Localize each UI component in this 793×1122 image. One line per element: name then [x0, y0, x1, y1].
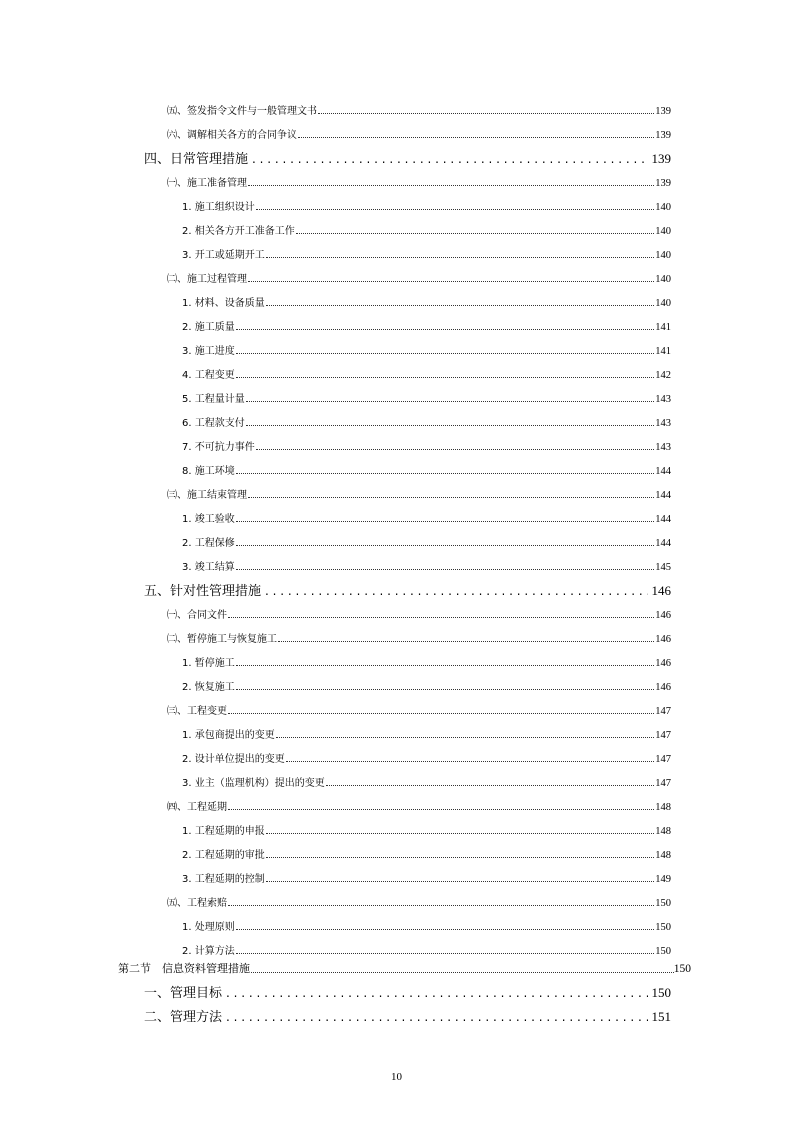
toc-entry-page: 146 — [655, 634, 671, 645]
toc-entry-title: 5. 工程量计量 — [182, 394, 245, 405]
toc-leader-dots — [236, 352, 655, 354]
toc-entry[interactable] — [182, 294, 671, 309]
toc-entry-title: 3. 业主（监理机构）提出的变更 — [182, 778, 325, 789]
toc-entry-page: 139 — [655, 106, 671, 117]
toc-leader-dots — [226, 986, 647, 1001]
toc-entry-title: 7. 不可抗力事件 — [182, 442, 255, 453]
toc-leader-dots — [236, 568, 655, 570]
toc-entry[interactable] — [167, 606, 671, 621]
toc-entry[interactable] — [144, 148, 671, 167]
toc-entry-page: 150 — [655, 946, 671, 957]
toc-entry-title: ㈣、工程延期 — [167, 802, 227, 813]
toc-entry[interactable] — [182, 438, 671, 453]
toc-entry[interactable] — [167, 486, 671, 501]
toc-entry-title: ㈤、工程索赔 — [167, 898, 227, 909]
toc-entry[interactable] — [182, 822, 671, 837]
toc-entry[interactable] — [167, 126, 671, 141]
toc-entry-page: 140 — [655, 250, 671, 261]
toc-entry[interactable] — [182, 678, 671, 693]
toc-entry-title: 第二节 信息资料管理措施 — [118, 962, 250, 975]
toc-entry[interactable] — [182, 246, 671, 261]
toc-entry-title: 1. 施工组织设计 — [182, 202, 255, 213]
toc-entry[interactable] — [167, 894, 671, 909]
toc-leader-dots — [228, 904, 654, 906]
toc-entry[interactable] — [182, 366, 671, 381]
toc-entry[interactable] — [144, 580, 671, 599]
toc-entry-title: ㈠、合同文件 — [167, 610, 227, 621]
toc-entry-title: 3. 施工进度 — [182, 346, 235, 357]
toc-entry-page: 142 — [655, 370, 671, 381]
toc-leader-dots — [236, 544, 655, 546]
toc-entry-page: 148 — [655, 850, 671, 861]
toc-leader-dots — [266, 304, 655, 306]
toc-leader-dots — [252, 152, 647, 167]
toc-entry[interactable] — [182, 558, 671, 573]
toc-entry-title: 1. 竣工验收 — [182, 514, 235, 525]
toc-entry[interactable] — [167, 174, 671, 189]
toc-entry-page: 140 — [655, 274, 671, 285]
toc-entry-title: 1. 工程延期的申报 — [182, 826, 265, 837]
toc-entry-page: 139 — [655, 130, 671, 141]
toc-entry-page: 139 — [655, 178, 671, 189]
toc-entry[interactable] — [182, 654, 671, 669]
toc-entry-page: 146 — [655, 610, 671, 621]
toc-entry-page: 146 — [655, 658, 671, 669]
toc-leader-dots — [256, 208, 655, 210]
toc-leader-dots — [296, 232, 655, 234]
toc-entry-page: 141 — [655, 322, 671, 333]
toc-entry-title: 1. 处理原则 — [182, 922, 235, 933]
toc-entry[interactable] — [144, 1006, 671, 1025]
toc-entry-title: ㈠、施工准备管理 — [167, 178, 247, 189]
toc-leader-dots — [236, 952, 655, 954]
toc-leader-dots — [236, 328, 655, 330]
toc-entry-title: 2. 恢复施工 — [182, 682, 235, 693]
toc-entry-title: 8. 施工环境 — [182, 466, 235, 477]
toc-entry-title: 2. 工程保修 — [182, 538, 235, 549]
toc-entry-page: 144 — [655, 466, 671, 477]
toc-entry[interactable] — [182, 462, 671, 477]
toc-entry-page: 146 — [651, 583, 671, 598]
toc-entry-title: 6. 工程款支付 — [182, 418, 245, 429]
toc-leader-dots — [228, 808, 654, 810]
toc-entry-title: 1. 暂停施工 — [182, 658, 235, 669]
toc-leader-dots — [236, 688, 655, 690]
toc-leader-dots — [298, 136, 654, 138]
toc-entry[interactable] — [167, 630, 671, 645]
toc-entry[interactable] — [182, 846, 671, 861]
toc-entry[interactable] — [167, 270, 671, 285]
toc-entry[interactable] — [182, 390, 671, 405]
toc-entry-title: 2. 计算方法 — [182, 946, 235, 957]
toc-entry-title: ㈢、工程变更 — [167, 706, 227, 717]
toc-entry[interactable] — [182, 510, 671, 525]
toc-leader-dots — [278, 640, 654, 642]
toc-leader-dots — [228, 616, 654, 618]
toc-entry-title: ㈥、调解相关各方的合同争议 — [167, 130, 297, 141]
toc-section-entry[interactable] — [118, 960, 691, 976]
toc-entry-page: 147 — [655, 730, 671, 741]
toc-entry-page: 150 — [655, 922, 671, 933]
toc-leader-dots — [251, 971, 674, 973]
toc-leader-dots — [248, 280, 654, 282]
toc-entry-title: 2. 施工质量 — [182, 322, 235, 333]
toc-entry[interactable] — [167, 798, 671, 813]
toc-entry-title: 1. 材料、设备质量 — [182, 298, 265, 309]
toc-leader-dots — [236, 472, 655, 474]
toc-entry-page: 150 — [673, 963, 691, 975]
toc-leader-dots — [266, 832, 655, 834]
toc-entry-title: 五、针对性管理措施 — [144, 584, 262, 599]
toc-entry-page: 147 — [655, 778, 671, 789]
toc-entry[interactable] — [182, 414, 671, 429]
toc-leader-dots — [246, 400, 655, 402]
toc-entry-title: 2. 相关各方开工准备工作 — [182, 226, 295, 237]
toc-leader-dots — [318, 112, 654, 114]
toc-entry-title: 1. 承包商提出的变更 — [182, 730, 275, 741]
toc-leader-dots — [228, 712, 654, 714]
toc-entry-page: 139 — [651, 151, 671, 166]
toc-entry[interactable] — [182, 942, 671, 957]
toc-entry-page: 143 — [655, 442, 671, 453]
toc-entry[interactable] — [182, 750, 671, 765]
toc-entry[interactable] — [144, 982, 671, 1001]
toc-entry[interactable] — [182, 918, 671, 933]
toc-entry[interactable] — [167, 102, 671, 117]
toc-entry-title: 3. 开工或延期开工 — [182, 250, 265, 261]
toc-entry-title: 2. 工程延期的审批 — [182, 850, 265, 861]
toc-entry-page: 150 — [655, 898, 671, 909]
toc-entry-page: 148 — [655, 802, 671, 813]
toc-leader-dots — [236, 520, 655, 522]
toc-entry-title: 3. 工程延期的控制 — [182, 874, 265, 885]
toc-entry-page: 140 — [655, 226, 671, 237]
toc-entry[interactable] — [182, 198, 671, 213]
toc-entry-page: 144 — [655, 490, 671, 501]
toc-entry-page: 151 — [651, 1009, 671, 1024]
toc-entry[interactable] — [182, 222, 671, 237]
toc-entry[interactable] — [182, 534, 671, 549]
toc-entry-page: 147 — [655, 754, 671, 765]
toc-leader-dots — [256, 448, 655, 450]
toc-entry[interactable] — [182, 870, 671, 885]
page-number: 10 — [391, 1071, 402, 1083]
toc-entry-page: 141 — [655, 346, 671, 357]
toc-entry-title: 4. 工程变更 — [182, 370, 235, 381]
toc-entry-page: 145 — [655, 562, 671, 573]
toc-entry-page: 140 — [655, 298, 671, 309]
toc-entry-page: 140 — [655, 202, 671, 213]
toc-leader-dots — [266, 880, 655, 882]
toc-entry-page: 149 — [655, 874, 671, 885]
toc-entry-page: 144 — [655, 538, 671, 549]
toc-leader-dots — [276, 736, 655, 738]
toc-entry-title: 一、管理目标 — [144, 986, 223, 1001]
toc-entry-page: 147 — [655, 706, 671, 717]
toc-leader-dots — [286, 760, 655, 762]
toc-leader-dots — [266, 856, 655, 858]
toc-entry[interactable] — [182, 318, 671, 333]
toc-entry-title: ㈤、签发指令文件与一般管理文书 — [167, 106, 317, 117]
toc-entry-title: 3. 竣工结算 — [182, 562, 235, 573]
toc-entry-title: 2. 设计单位提出的变更 — [182, 754, 285, 765]
toc-entry[interactable] — [182, 774, 671, 789]
toc-entry-title: ㈢、施工结束管理 — [167, 490, 247, 501]
toc-entry[interactable] — [182, 342, 671, 357]
toc-entry-page: 143 — [655, 394, 671, 405]
toc-entry-page: 148 — [655, 826, 671, 837]
toc-entry-page: 150 — [651, 985, 671, 1000]
toc-entry-title: ㈡、暂停施工与恢复施工 — [167, 634, 277, 645]
toc-entry-title: 二、管理方法 — [144, 1010, 223, 1025]
toc-leader-dots — [248, 184, 654, 186]
toc-entry-page: 144 — [655, 514, 671, 525]
toc-entry-title: 四、日常管理措施 — [144, 152, 249, 167]
toc-entry-title: ㈡、施工过程管理 — [167, 274, 247, 285]
toc-leader-dots — [236, 928, 655, 930]
toc-leader-dots — [226, 1010, 647, 1025]
toc-leader-dots — [248, 496, 654, 498]
toc-entry[interactable] — [182, 726, 671, 741]
toc-leader-dots — [236, 376, 655, 378]
toc-leader-dots — [236, 664, 655, 666]
toc-entry-page: 143 — [655, 418, 671, 429]
toc-leader-dots — [246, 424, 655, 426]
toc-entry-page: 146 — [655, 682, 671, 693]
toc-leader-dots — [266, 256, 655, 258]
toc-leader-dots — [326, 784, 655, 786]
toc-leader-dots — [265, 584, 647, 599]
toc-entry[interactable] — [167, 702, 671, 717]
